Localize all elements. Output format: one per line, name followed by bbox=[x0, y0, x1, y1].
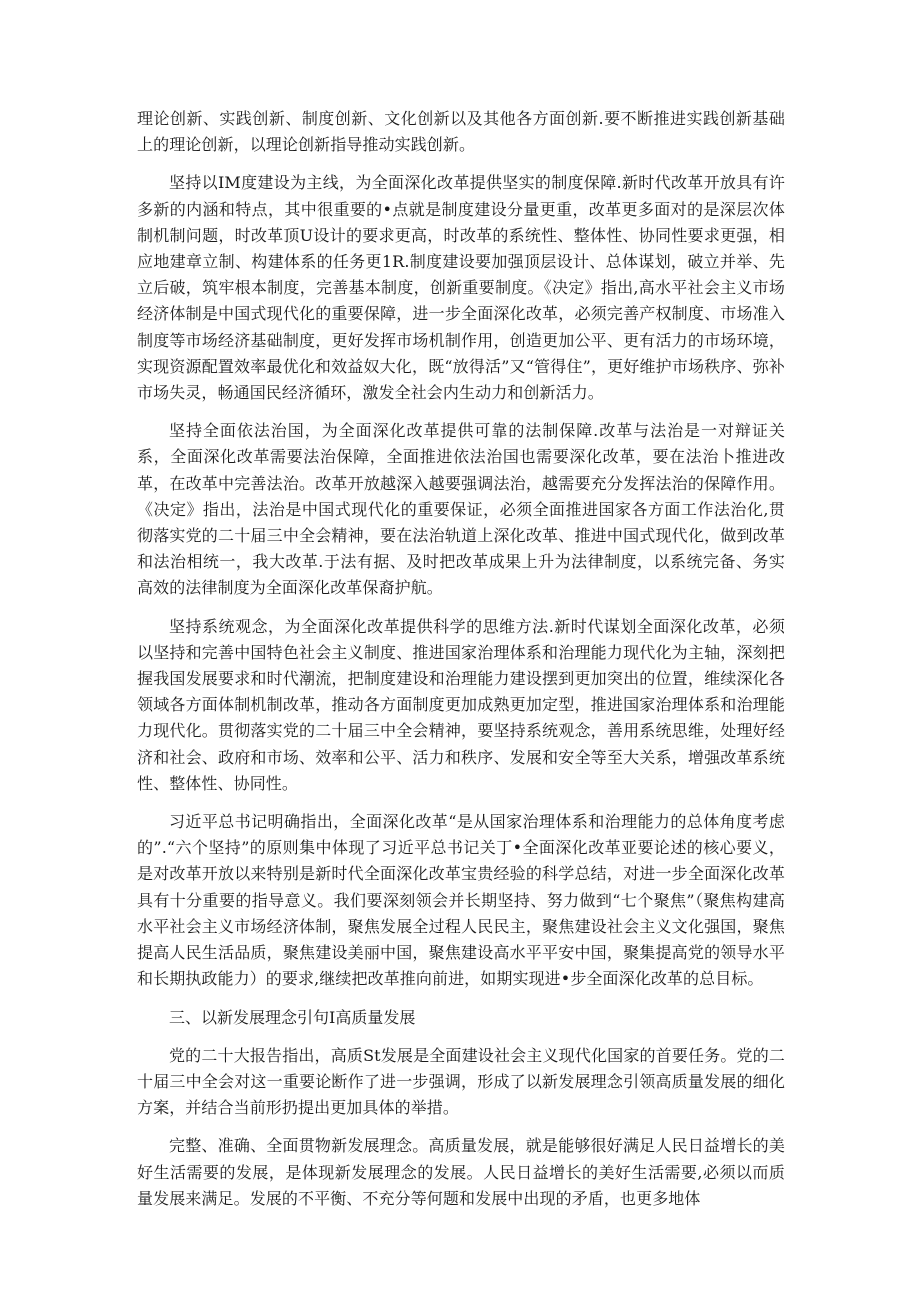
paragraph-7: 完整、准确、全面贯物新发展理念。高质量发展，就是能够很好满足人民日益增长的美好生活需要的发展，是体现新发展理念的发展。人民日益增长的美好生活需要,必须以而质量发展来满足。发展的不平衡、不充分等何题和发展中出现的矛盾，也更多地体 bbox=[137, 1136, 785, 1208]
paragraph-5: 习近平总书记明确指出，全面深化改革“是从国家治理体系和治理能力的总体角度考虑的”.“六个坚持”的原则集中体现了习近平总书记关丁•全面深化改革亚要论述的核心要义，是对改革开放以来特别是新时代全面深化改革宝贵经验的科学总结，对进一步全面深化改革具有十分重要的指导意义。我们要深刻领会并长期坚持、努力做到“七个聚焦”（聚焦构建高水平社会主义市场经济体制，聚焦发展全过程人民民主，聚焦建设社会主义文化强国，聚焦提高人民生活品质，聚焦建设美丽中国，聚焦建设高水平平安中国，聚集提高党的领导水平和长期执政能力）的要求,继续把改革推向前进，如期实现进•步全面深化改革的总目标。 bbox=[137, 812, 785, 989]
paragraph-2: 坚持以IM度建设为主线，为全面深化改革提供坚实的制度保障.新时代改革开放具有许多新的内涵和特点，其中很重要的•点就是制度建设分量更重，改革更多面对的是深层次体制机制问题，时改革顶U设计的要求更高，时改革的系统性、整体性、协同性要求更强，相应地建章立制、构建体系的任务更1R.制度建设要加强顶层设计、总体谋划，破立并举、先立后破，筑牢根本制度，完善基本制度，创新重要制度。《决定》指出,高水平社会主义市场经济体制是中国式现代化的重要保障，进一步全面深化改革，必须完善产权制度、市场准入制度等市场经济基础制度，更好发挥市场机制作用，创造更加公平、更有活力的市场环境，实现资源配置效率最优化和效益奴大化，既“放得活”又“管得住”，更好维护市场秩序、弥补市场失灵，畅通国民经济循环，激发全社会内生动力和创新活力。 bbox=[137, 173, 785, 403]
paragraph-3: 坚持全面依法治国，为全面深化改革提供可靠的法制保障.改革与法治是一对辩证关系，全面深化改革需要法治保障，全面推进依法治国也需要深化改革，要在法治卜推进改革，在改革中完善法治。改革开放越深入越要强调法治，越需要充分发挥法治的保障作用。《决定》指出，法治是中国式现代化的重要保证，必须全面推进国家各方面工作法治化,贯彻落实党的二十届三中全会精神，要在法治轨道上深化改革、推进中国式现代化，做到改革和法治相统一，我大改革.于法有据、及时把改革成果上升为法律制度，以系统完备、务实高效的法律制度为全面深化改革保裔护航。 bbox=[137, 421, 785, 598]
section-heading: 三、以新发展理念引句I高质量发展 bbox=[169, 1007, 416, 1027]
paragraph-1: 理论创新、实践创新、制度创新、文化创新以及其他各方面创新.要不断推进实践创新基础上的理论创新，以理论创新指导推动实践创新。 bbox=[137, 109, 785, 155]
document-body bbox=[137, 106, 785, 1224]
paragraph-6: 党的二十大报告指出，高质St发展是全面建设社会主义现代化国家的首要任务。党的二十届三中全会对这一重要论断作了进一步强调，形成了以新发展理念引领高质量发展的细化方案，并结合当前形扔提出更加具体的举措。 bbox=[137, 1045, 785, 1118]
paragraph-4: 坚持系统观念，为全面深化改革提供科学的思维方法.新时代谋划全面深化改革，必须以坚持和完善中国特色社会主义制度、推进国家治理体系和治理能力现代化为主轴，深刻把握我国发展要求和时代潮流，把制度建设和治理能力建设摆到更加突出的位置，维续深化各领域各方面体制机制改革，推动各方面制度更加成熟更加定型，推进国家治理体系和治理能力现代化。贯彻落实党的二十届三中全会精神，要坚持系统观念，善用系统思维，处理好经济和社会、政府和市场、效率和公平、活力和秩序、发展和安全等至大关系，增强改革系统性、整体性、协同性。 bbox=[137, 616, 785, 793]
